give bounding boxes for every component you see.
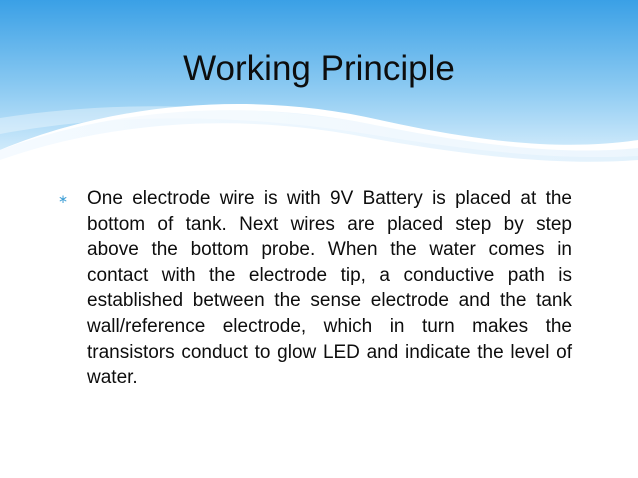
- slide-body: [58, 186, 572, 391]
- wave-banner-graphic: [0, 0, 638, 190]
- bullet-text: One electrode wire is with 9V Battery is placed at the bottom of tank. Next wires are placed step by step above the bottom probe. When the water comes in contact with the electrode tip, a conductive path is established between the sense electrode and the tank wall/reference electrode, which in turn makes the transistors conduct to glow LED and indicate the level of water.: [87, 188, 572, 389]
- asterisk-bullet-icon: ∗: [58, 192, 69, 206]
- bullet-item: [58, 186, 572, 391]
- slide-title: Working Principle: [183, 49, 455, 88]
- title-banner: [0, 0, 638, 190]
